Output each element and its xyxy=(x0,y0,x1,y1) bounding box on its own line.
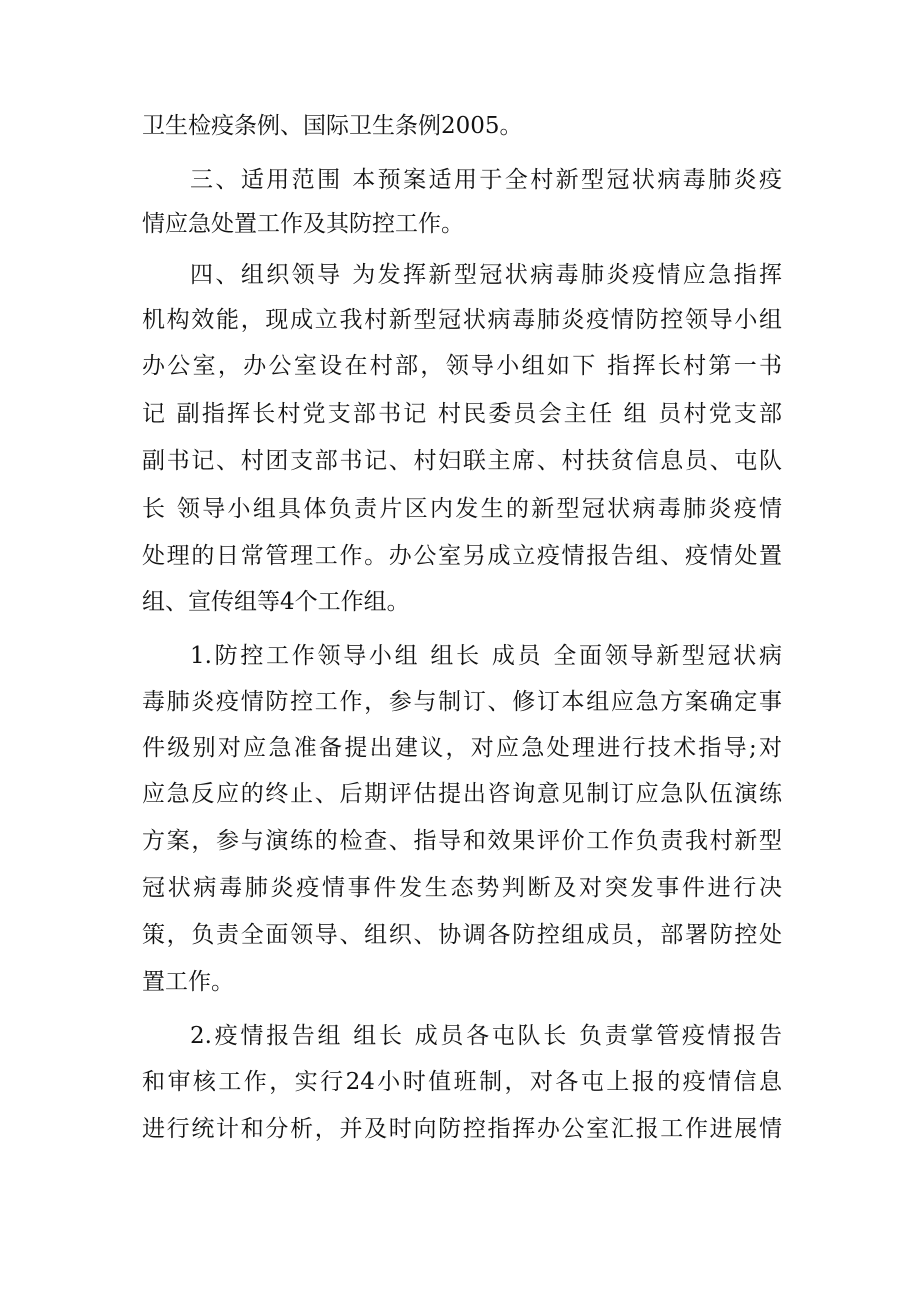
text-line: 方案，参与演练的检查、指导和效果评价工作负责我村新型 xyxy=(142,828,782,854)
paragraph-heading-line: 四、组织领导 为发挥新型冠状病毒肺炎疫情应急指挥 xyxy=(190,262,782,288)
text-line: 记 副指挥长村党支部书记 村民委员会主任 组 员村党支部 xyxy=(142,401,782,427)
text-line: 策，负责全面领导、组织、协调各防控组成员，部署防控处 xyxy=(142,922,782,948)
text-line: 冠状病毒肺炎疫情事件发生态势判断及对突发事件进行决 xyxy=(142,875,782,901)
text-line: 卫生检疫条例、国际卫生条例2005。 xyxy=(142,113,523,139)
paragraph-heading-line: 1.防控工作领导小组 组长 成员 全面领导新型冠状病 xyxy=(190,643,782,669)
text-line: 毒肺炎疫情防控工作，参与制订、修订本组应急方案确定事 xyxy=(142,689,782,715)
text-line: 件级别对应急准备提出建议，对应急处理进行技术指导;对 xyxy=(142,735,782,761)
text-line: 办公室，办公室设在村部，领导小组如下 指挥长村第一书 xyxy=(142,353,782,379)
text-line: 置工作。 xyxy=(142,969,234,995)
text-line: 副书记、村团支部书记、村妇联主席、村扶贫信息员、屯队 xyxy=(142,448,782,474)
text-line: 情应急处置工作及其防控工作。 xyxy=(142,211,464,237)
paragraph-heading-line: 2.疫情报告组 组长 成员各屯队长 负责掌管疫情报告 xyxy=(190,1023,782,1049)
text-line: 和审核工作，实行24小时值班制，对各屯上报的疫情信息 xyxy=(142,1069,782,1095)
paragraph-heading-line: 三、适用范围 本预案适用于全村新型冠状病毒肺炎疫 xyxy=(190,167,782,193)
text-line: 进行统计和分析，并及时向防控指挥办公室汇报工作进展情 xyxy=(142,1116,782,1142)
text-line: 长 领导小组具体负责片区内发生的新型冠状病毒肺炎疫情 xyxy=(142,496,782,522)
text-line: 组、宣传组等4个工作组。 xyxy=(142,589,410,615)
text-line: 处理的日常管理工作。办公室另成立疫情报告组、疫情处置 xyxy=(142,543,782,569)
text-line: 机构效能，现成立我村新型冠状病毒肺炎疫情防控领导小组 xyxy=(142,307,782,333)
text-line: 应急反应的终止、后期评估提出咨询意见制订应急队伍演练 xyxy=(142,781,782,807)
